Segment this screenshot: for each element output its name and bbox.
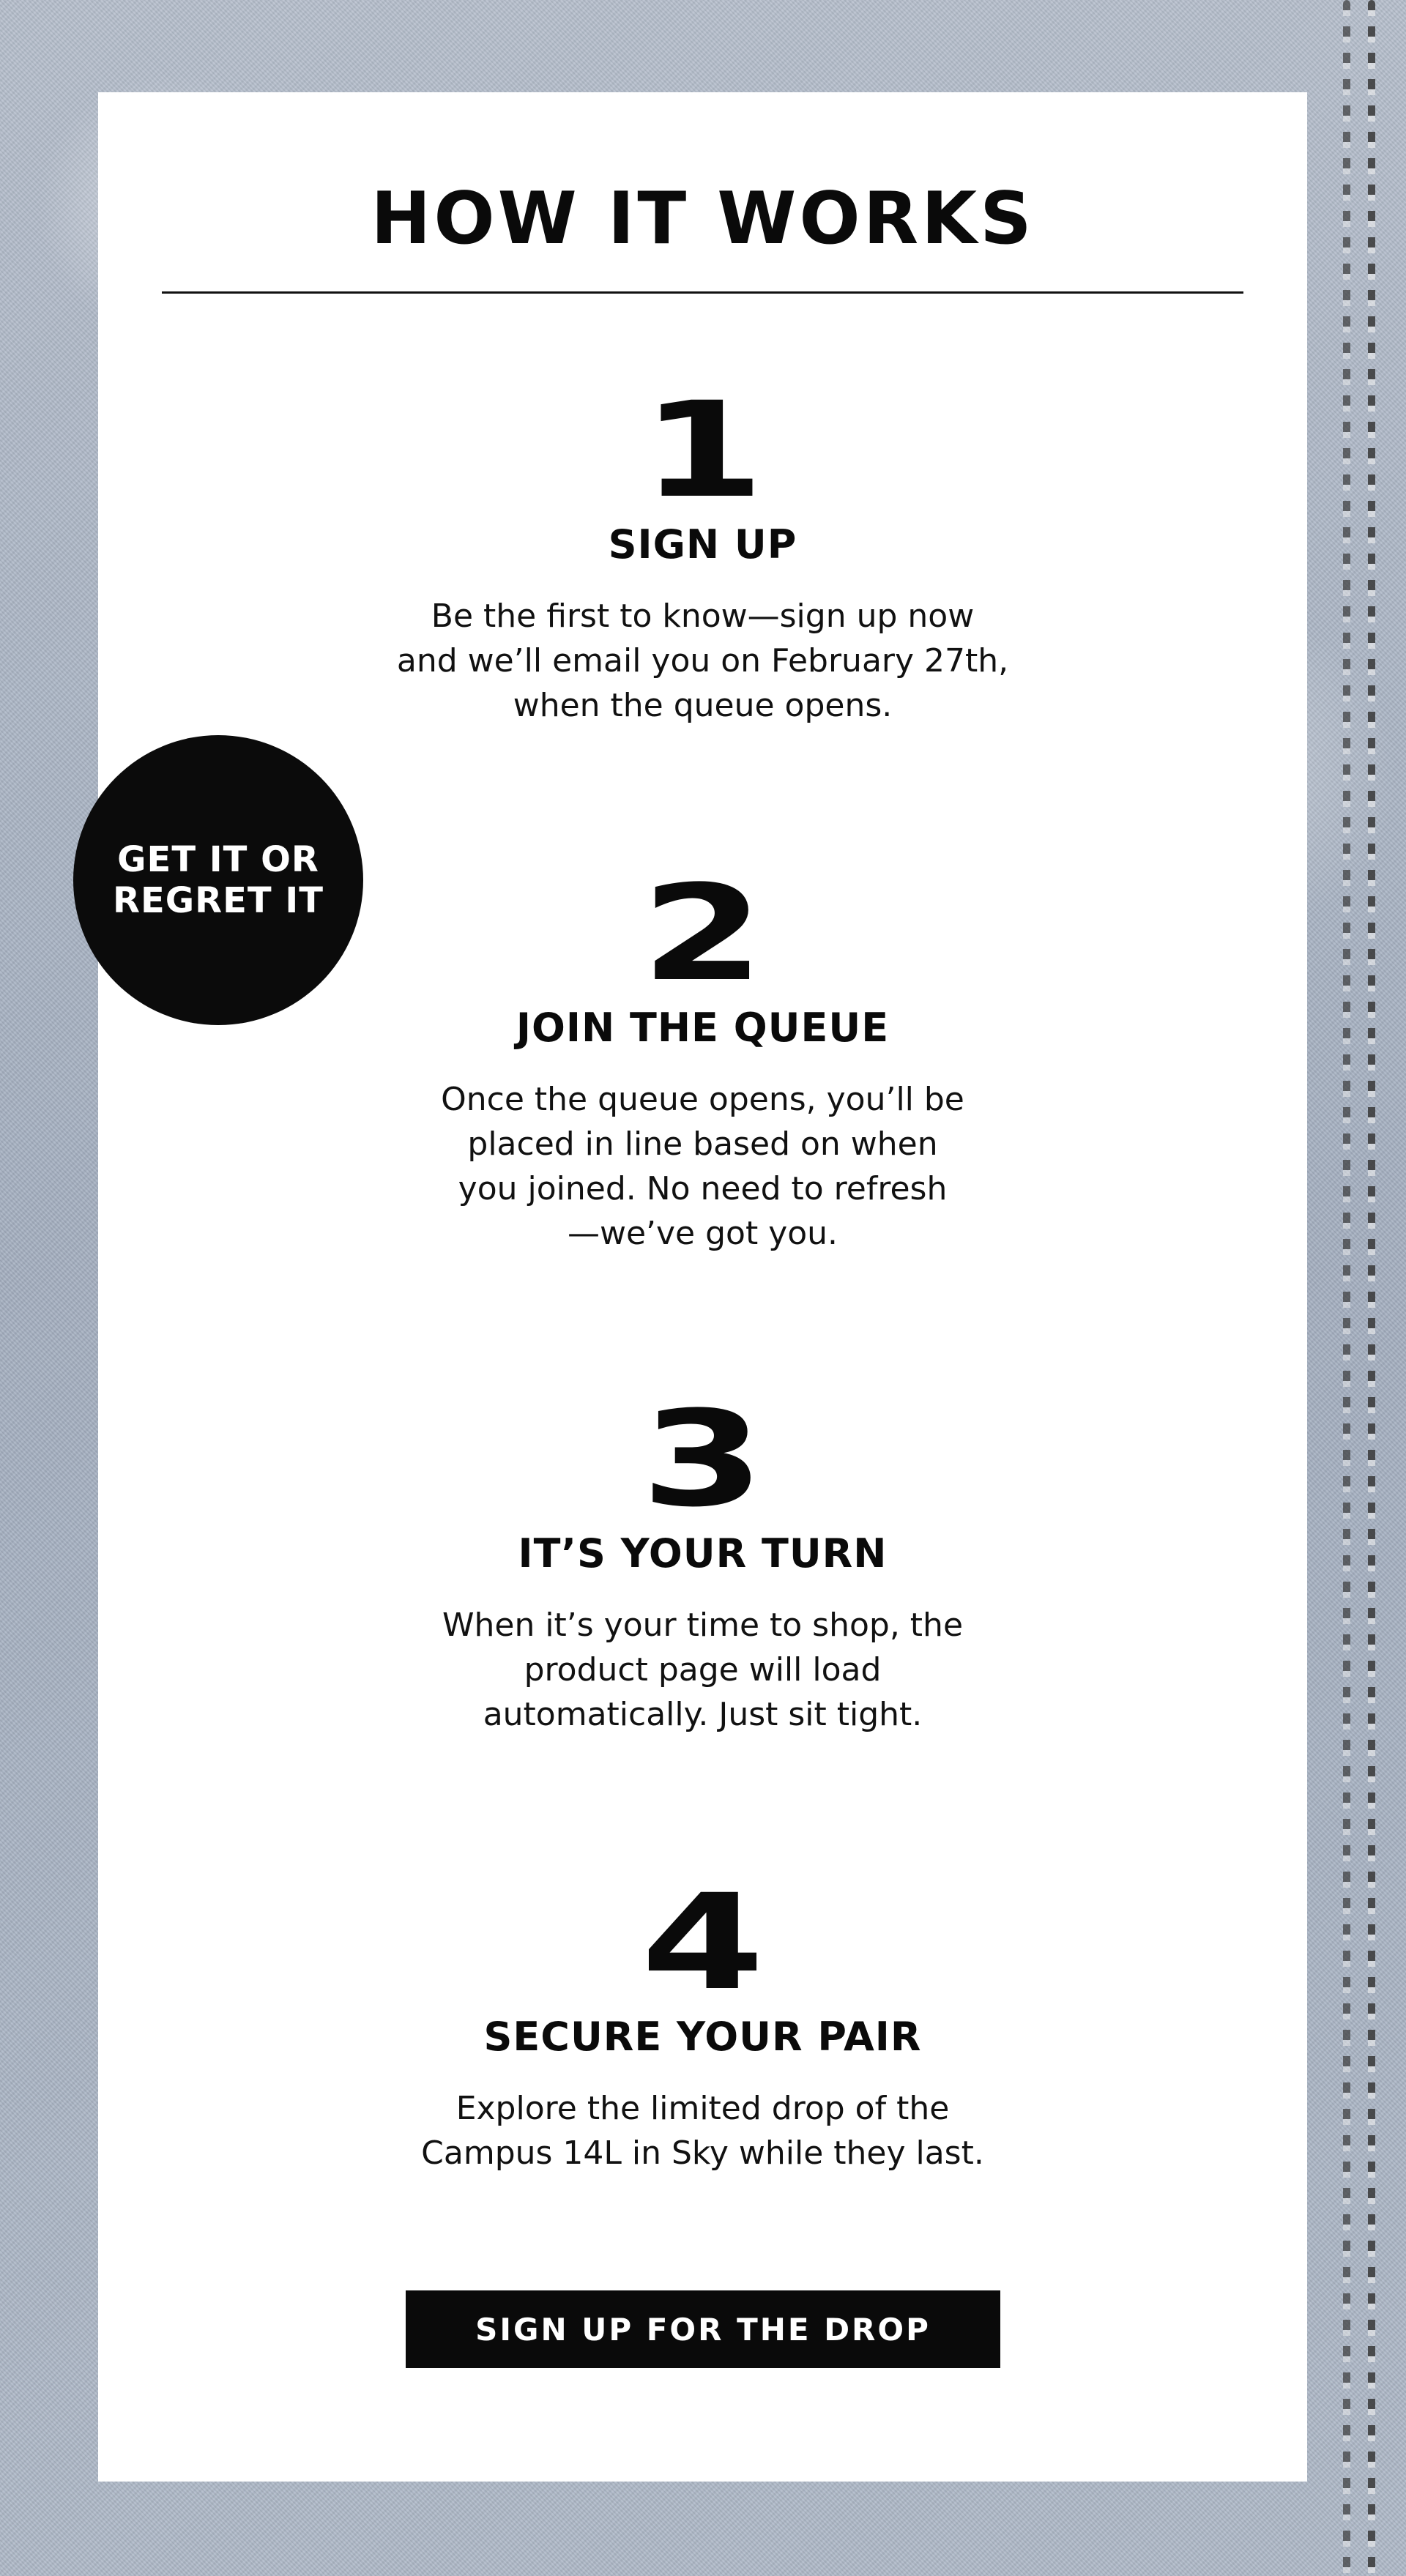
- sign-up-for-drop-button[interactable]: SIGN UP FOR THE DROP: [406, 2290, 1000, 2368]
- step-number: 1: [640, 374, 765, 527]
- step-title: SECURE YOUR PAIR: [483, 2014, 922, 2060]
- step-3: [98, 1383, 1307, 1737]
- step-4: [98, 1866, 1307, 2175]
- step-title: JOIN THE QUEUE: [516, 1005, 890, 1051]
- step-title: IT’S YOUR TURN: [518, 1530, 888, 1577]
- step-description: Once the queue opens, you’ll be placed in line based on when you joined. No need to refresh —we’ve got you.: [441, 1081, 964, 1253]
- step-number: 4: [640, 1866, 765, 2020]
- page-title: HOW IT WORKS: [371, 177, 1035, 261]
- step-description: When it’s your time to shop, the product page will load automatically. Just sit tight.: [442, 1607, 964, 1734]
- how-it-works-card: [98, 92, 1307, 2482]
- step-number: 2: [640, 857, 765, 1010]
- step-description: Explore the limited drop of the Campus 14L in Sky while they last.: [421, 2090, 984, 2173]
- title-divider: [162, 291, 1243, 294]
- get-it-or-regret-it-badge: GET IT OR REGRET IT: [73, 735, 363, 1025]
- step-description: Be the first to know—sign up now and we’ll email you on February 27th, when the queue opens.: [396, 598, 1009, 725]
- denim-stitching: [1368, 0, 1375, 2576]
- step-number: 3: [640, 1383, 765, 1536]
- step-1: [98, 374, 1307, 728]
- step-title: SIGN UP: [608, 521, 797, 567]
- denim-stitching-inner: [1343, 0, 1350, 2576]
